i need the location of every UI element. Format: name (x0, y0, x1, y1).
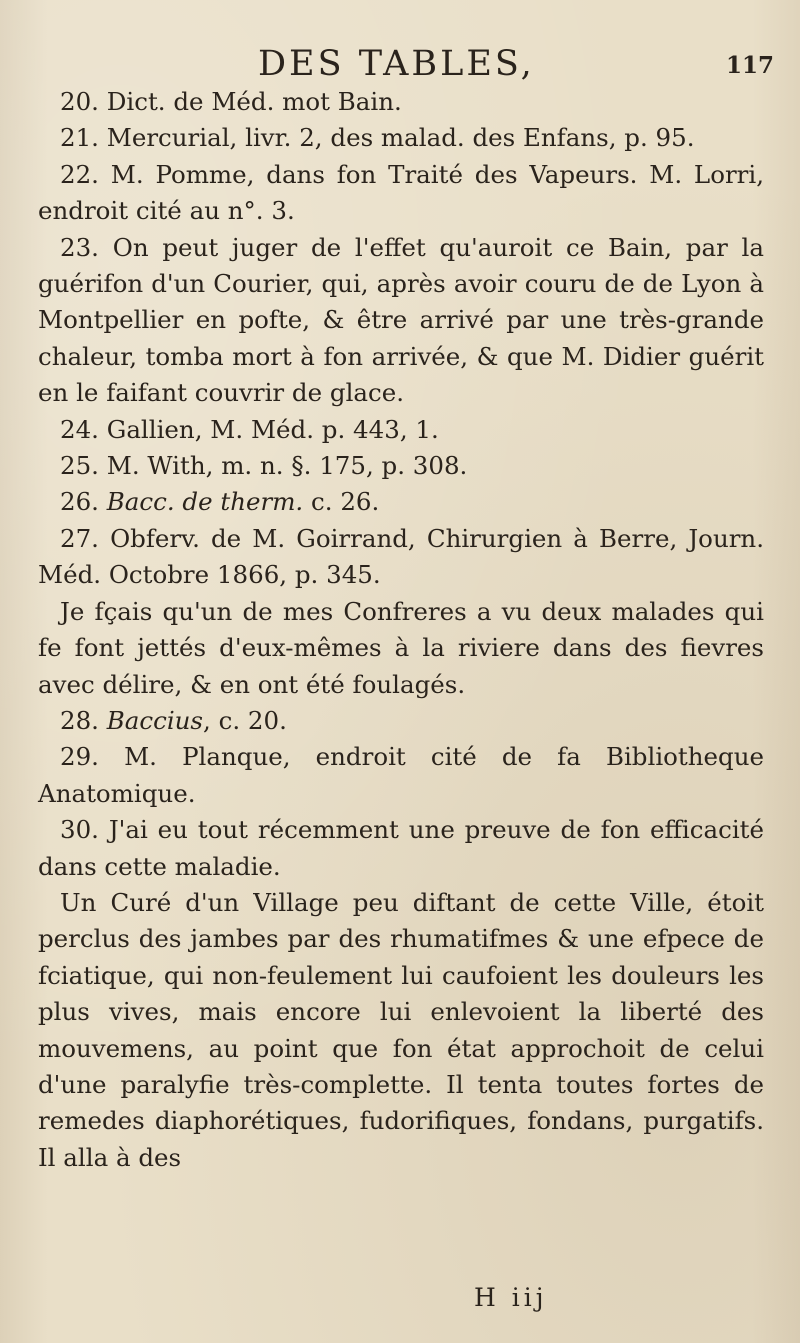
note-30: 30. J'ai eu tout récemment une preuve de fon efficacité dans cette maladie. (38, 815, 764, 881)
note-27-remark: Je fçais qu'un de mes Confreres a vu deux malades qui fe font jettés d'eux-mêmes à la riviere dans des fievres avec délire, & en ont été foulagés. (38, 596, 764, 699)
note-26-ref: c. 26. (303, 487, 380, 517)
note-28-ref: , c. 20. (203, 705, 287, 735)
note-26-source: Bacc. de therm. (106, 487, 304, 517)
note-21: 21. Mercurial, livr. 2, des malad. des Enfans, p. 95. (60, 123, 695, 153)
note-28-number: 28. (60, 705, 107, 735)
note-25: 25. M. With, m. n. §. 175, p. 308. (60, 451, 468, 481)
note-29: 29. M. Planque, endroit cité de fa Bibliotheque Anatomique. (38, 742, 764, 808)
page-number: 117 (725, 52, 774, 79)
note-30-case: Un Curé d'un Village peu diftant de cette Ville, étoit perclus des jambes par des rhumatifmes & une efpece de fciatique, qui non-feulement lui caufoient les douleurs les plus vives, mais encore lui enlevoient la liberté des mouvemens, au point que fon état approchoit de celui d'une paralyfie très-complette. Il tenta toutes fortes de remedes diaphorétiques, fudorifiques, fondans, purgatifs. Il alla à des (38, 887, 764, 1172)
note-26-number: 26. (60, 487, 107, 517)
signature-mark: H iij (474, 1283, 548, 1312)
note-26 (38, 484, 764, 520)
note-20: 20. Dict. de Méd. mot Bain. (60, 87, 402, 116)
note-28 (38, 703, 764, 739)
running-title: DES TABLES, (258, 44, 535, 84)
page-body (38, 84, 764, 1176)
note-28-source: Baccius (106, 705, 204, 735)
note-27: 27. Obferv. de M. Goirrand, Chirurgien à Berre, Journ. Méd. Octobre 1866, p. 345. (38, 523, 764, 590)
note-22: 22. M. Pomme, dans fon Traité des Vapeurs. M. Lorri, endroit cité au n°. 3. (38, 159, 764, 226)
note-23: 23. On peut juger de l'effet qu'auroit ce Bain, par la guérifon d'un Courier, qui, après avoir couru de de Lyon à Montpellier en pofte, & être arrivé par une très-grande chaleur, tomba mort à fon arrivée, & que M. Didier guérit en le faifant couvrir de glace. (38, 232, 764, 408)
note-24: 24. Gallien, M. Méd. p. 443, 1. (60, 414, 439, 444)
